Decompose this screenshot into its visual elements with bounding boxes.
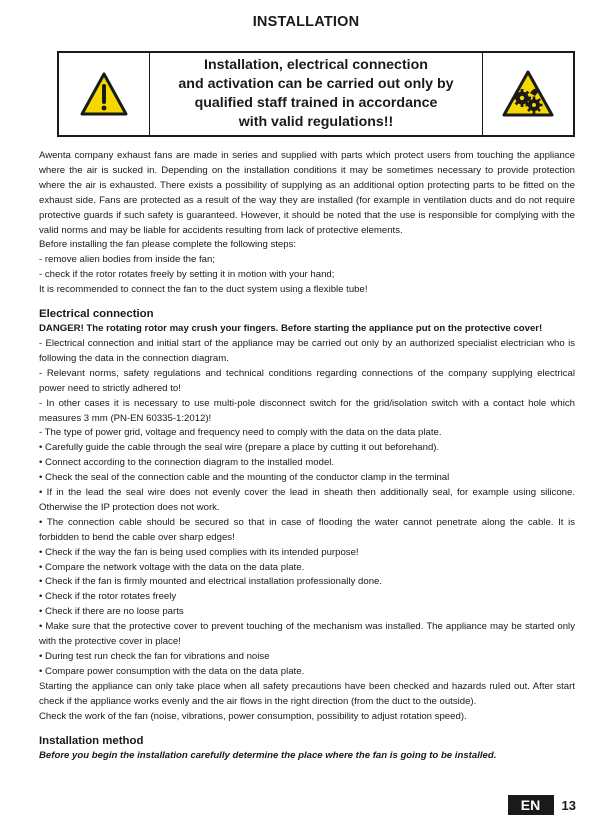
electrical-item: • Carefully guide the cable through the seal wire (prepare a place by cutting it out beforehand). (39, 442, 440, 454)
intro-line: It is recommended to connect the fan to the duct system using a flexible tube! (39, 284, 368, 296)
electrical-item: • The connection cable should be secured so that in case of flooding the water cannot penetrate along the cable. It is forbidden to bend the cable over sharp edges! (39, 516, 575, 543)
installation-method-heading: Installation method (39, 734, 144, 747)
electrical-item: • If in the lead the seal wire does not evenly cover the lead in sheath then additionally seal, for example using silicone. Otherwise the IP protection does not work. (39, 487, 575, 513)
electrical-item: • Make sure that the protective cover to prevent touching of the mechanism was installed. The appliance may be started only with the protective cover in place! (39, 621, 575, 648)
page-number: 13 (561, 797, 576, 813)
page-title: INSTALLATION (252, 14, 360, 30)
intro-line: - remove alien bodies from inside the fan; (39, 254, 215, 266)
electrical-connection-heading: Electrical connection (39, 308, 154, 321)
warning-line: Installation, electrical connection (204, 57, 428, 73)
warning-triangle-icon (79, 71, 129, 117)
electrical-item: • Connect according to the connection diagram to the installed model. (39, 457, 335, 469)
electrical-item: - In other cases it is necessary to use multi-pole disconnect switch for the grid/isolation switch with a contact hole which measures 3 mm (PN-EN 60335-1:2012)! (39, 397, 575, 424)
electrical-item: • Compare the network voltage with the data on the data plate. (39, 561, 305, 573)
warning-message (149, 53, 483, 135)
electrical-item: - Electrical connection and initial start of the appliance may be carried out only by an authorized specialist electrician who is following the data in the connection diagram. (39, 337, 575, 364)
body-text (39, 149, 575, 763)
electrical-item: - The type of power grid, voltage and frequency need to comply with the data on the data plate. (39, 427, 442, 439)
intro-line: Before installing the fan please complete the following steps: (39, 239, 297, 251)
electrical-item: • Compare power consumption with the data on the data plate. (39, 665, 305, 677)
electrical-item: • During test run check the fan for vibrations and noise (39, 651, 270, 662)
electrical-item: • Check if there are no loose parts (39, 606, 184, 618)
electrical-item: • Check if the way the fan is being used complies with its intended purpose! (39, 546, 359, 558)
warning-box (57, 51, 575, 137)
rotating-gears-hazard-icon (501, 69, 555, 119)
warning-line: qualified staff trained in accordance (194, 95, 438, 111)
electrical-item: • Check if the fan is firmly mounted and electrical installation professionally done. (39, 576, 383, 588)
danger-warning: DANGER! The rotating rotor may crush your fingers. Before starting the appliance put on the protective cover! (39, 323, 543, 335)
language-badge: EN (508, 795, 554, 815)
warning-right-cell (483, 53, 573, 135)
electrical-item: - Relevant norms, safety regulations and technical conditions regarding connections of the company supplying electrical power need to strictly adhered to! (39, 367, 575, 394)
intro-line: - check if the rotor rotates freely by setting it in motion with your hand; (39, 269, 335, 281)
page-footer (508, 795, 576, 815)
electrical-item: Check the work of the fan (noise, vibrations, power consumption, possibility to adjust rotation speed). (39, 710, 467, 722)
warning-line: with valid regulations!! (238, 114, 394, 130)
intro-paragraph: Awenta company exhaust fans are made in series and supplied with parts which protect users from touching the appliance where the air is sucked in. Depending on the installation conditions it may be sometimes necessary to provide protection where the air is exhausted. There exists a possibility of supplying as an additional option protecting parts to be fitted on the exhaust side. Fans are protected as a result of the way they are installed (for example in ventilation ducts and do not require protective guards if such safety is guaranteed. However, it should be noted that the use is responsible for complying with the valid norms and may be liable for accidents resulting from lack of protective elements. (39, 150, 575, 236)
electrical-item: • Check if the rotor rotates freely (39, 591, 177, 603)
electrical-item: Starting the appliance can only take place when all safety precautions have been checked and hazards ruled out. After start check if the appliance works evenly and the air flows in the right direction (from the duct to the outside). (39, 680, 575, 707)
warning-left-cell (59, 53, 149, 135)
installation-method-note: Before you begin the installation carefully determine the place where the fan is going to be installed. (39, 749, 497, 761)
warning-line: and activation can be carried out only by (178, 76, 454, 92)
electrical-item: • Check the seal of the connection cable and the mounting of the conductor clamp in the terminal (39, 472, 450, 484)
